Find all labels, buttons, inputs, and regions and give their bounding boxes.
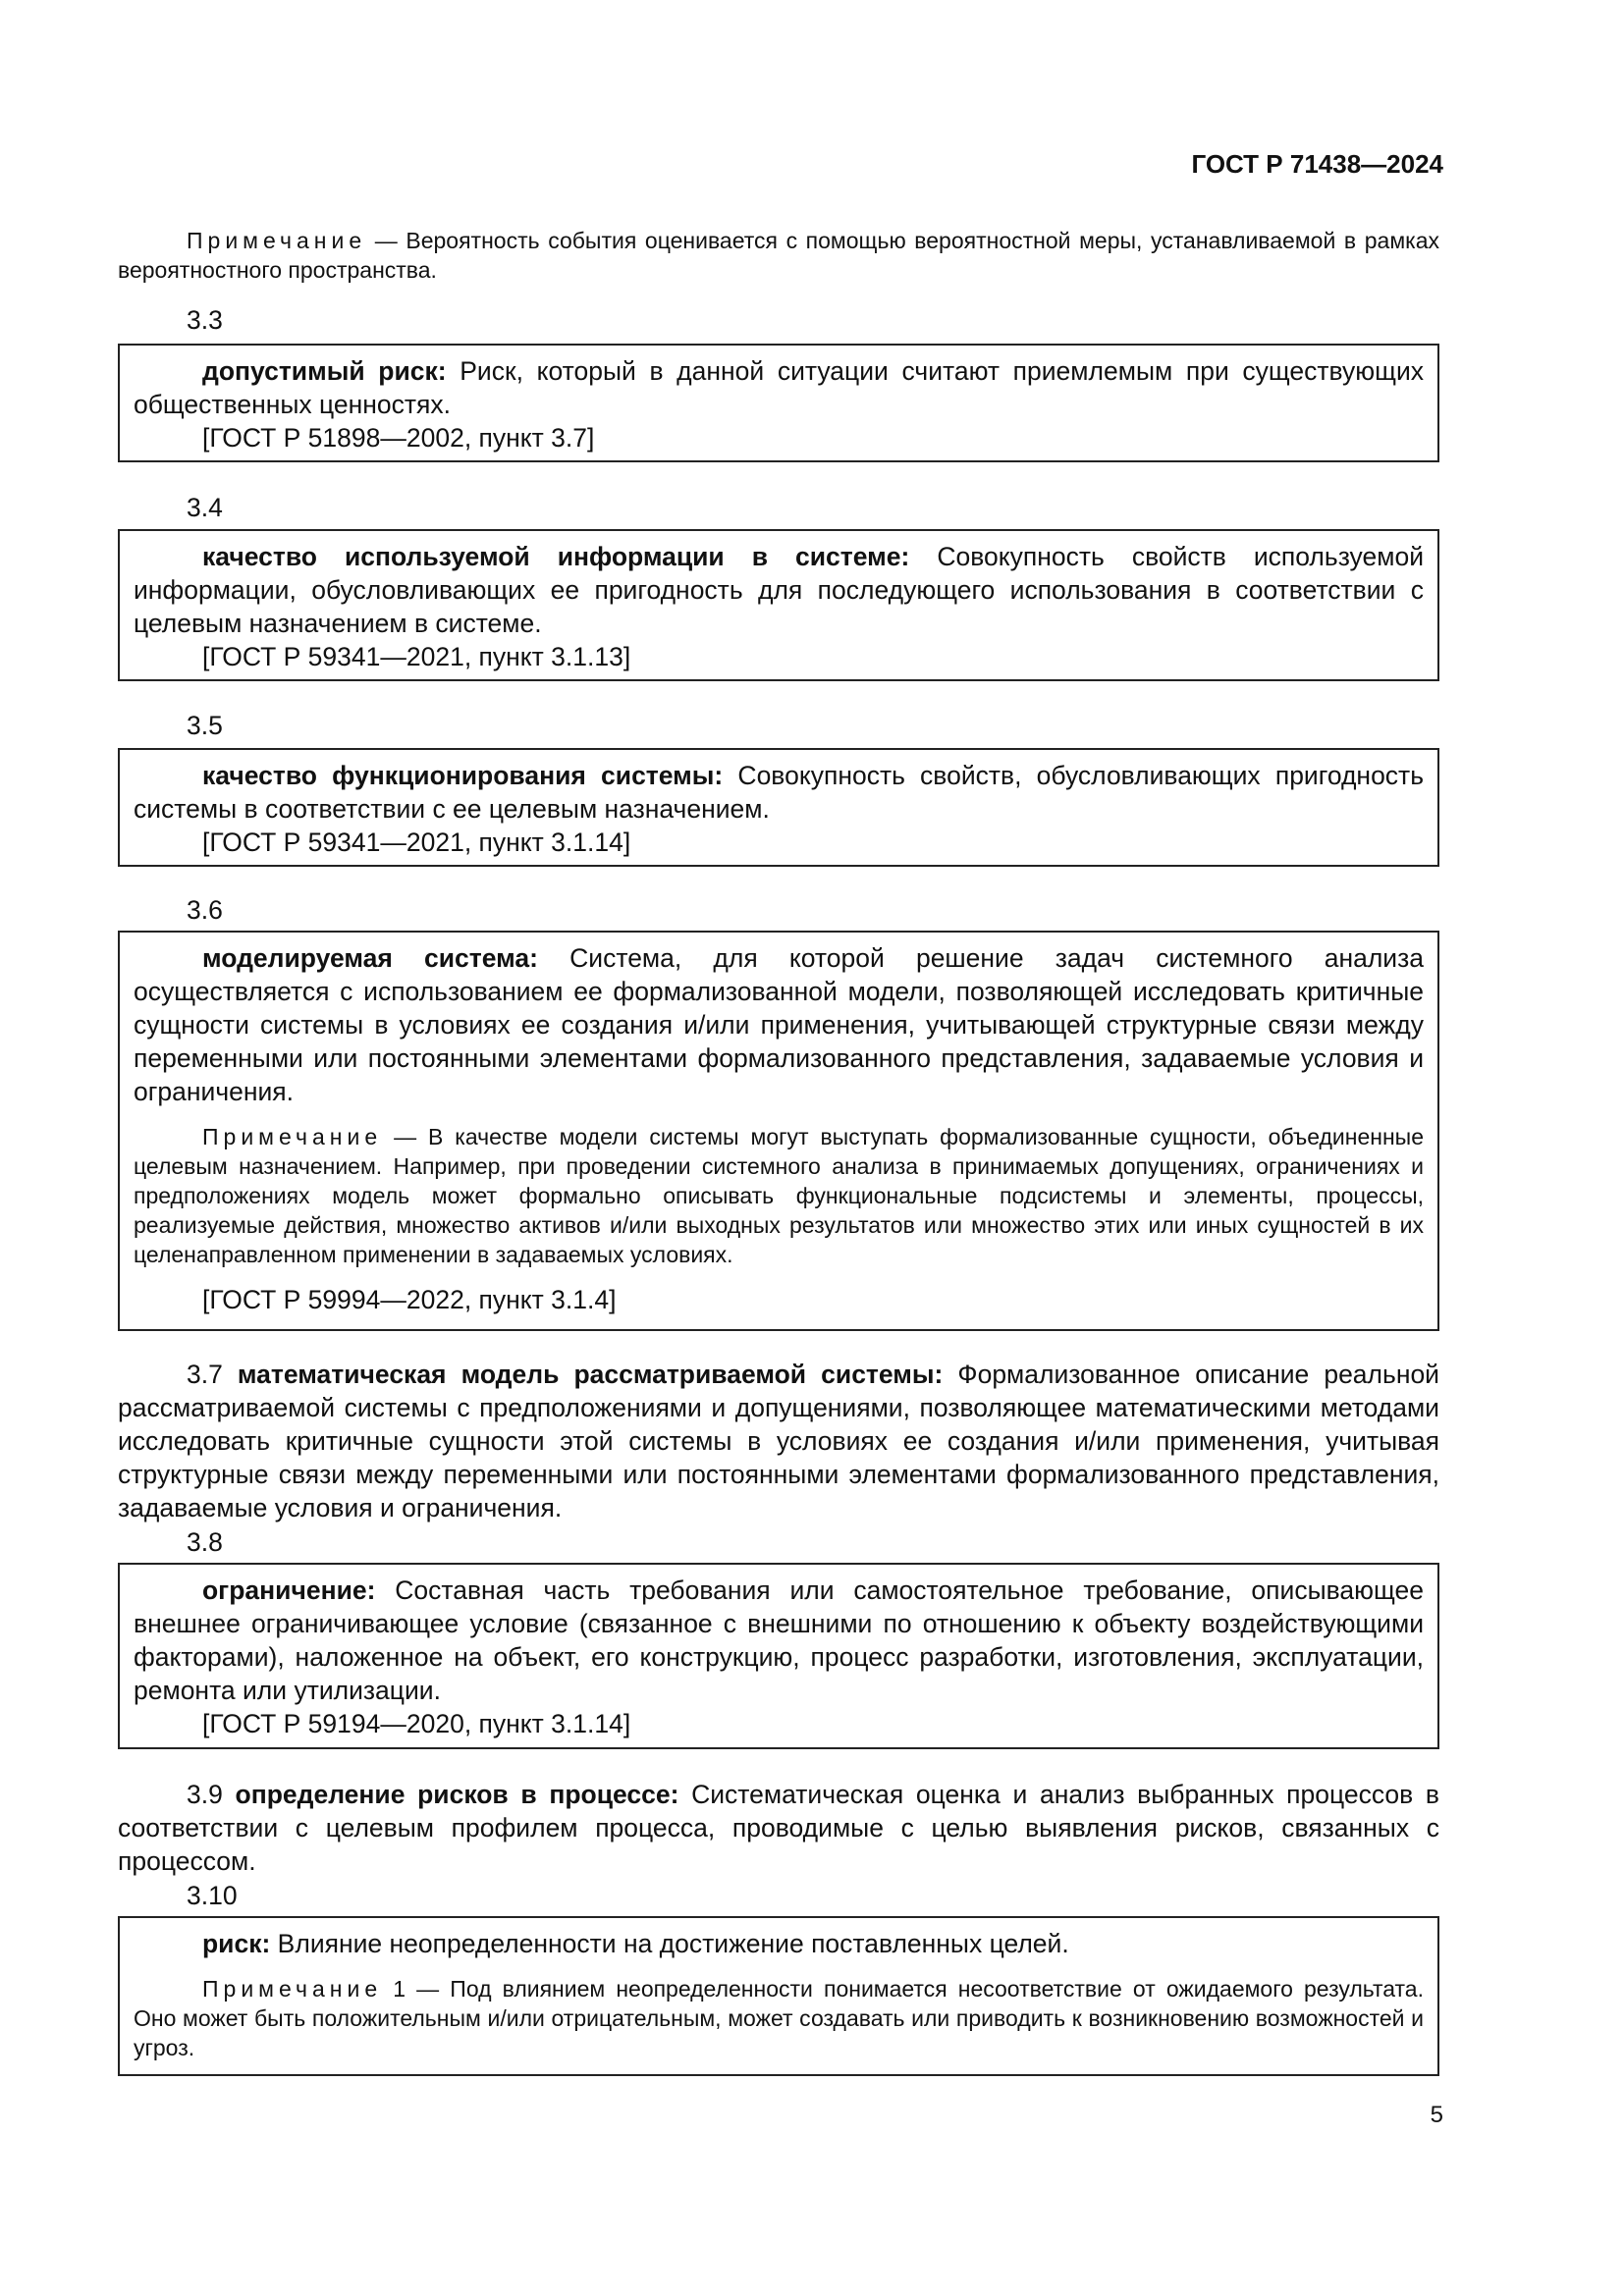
term: математическая модель рассматриваемой системы: bbox=[237, 1360, 944, 1389]
note-label: Примечание bbox=[202, 1124, 383, 1149]
term: ограничение: bbox=[202, 1575, 376, 1605]
definition: Совокупность свойств, обусловливающих пригодность системы в соответствии с ее целевым назначением. bbox=[134, 761, 1424, 824]
reference: [ГОСТ Р 59341—2021, пункт 3.1.14] bbox=[202, 828, 631, 857]
entry-number: 3.6 bbox=[187, 895, 223, 925]
reference: [ГОСТ Р 59994—2022, пункт 3.1.4] bbox=[202, 1285, 617, 1314]
definition: Составная часть требования или самостоятельное требование, описывающее внешнее ограничивающее условие (связанное с внешними по отношению к объекту воздействующими факторами), наложенное на объект, его конструкцию, процесс разработки, изготовления, эксплуатации, ремонта или утилизации. bbox=[134, 1575, 1424, 1705]
document-header: ГОСТ Р 71438—2024 bbox=[1191, 149, 1443, 179]
note-text: — В качестве модели системы могут выступать формализованные сущности, объединенные целевым назначением. Например, при проведении системного анализа в принимаемых допущениях, ограничениях и предположениях модель может формально описывать функциональные подсистемы и элементы, процессы, реализуемые действия, множество активов и/или выходных результатов или множество этих или иных сущностей в их целенаправленном применении в задаваемых условиях. bbox=[134, 1124, 1424, 1267]
definition: Влияние неопределенности на достижение поставленных целей. bbox=[270, 1929, 1069, 1958]
term: определение рисков в процессе: bbox=[235, 1780, 679, 1809]
term: качество используемой информации в системе: bbox=[202, 542, 910, 571]
entry-number: 3.9 bbox=[187, 1780, 223, 1809]
term: моделируемая система: bbox=[202, 943, 538, 973]
note-label: Примечание bbox=[187, 228, 367, 253]
definition-box-3-6 bbox=[118, 931, 1439, 1331]
term: риск: bbox=[202, 1929, 271, 1958]
intro-note bbox=[118, 226, 1439, 285]
entry-number: 3.8 bbox=[187, 1527, 223, 1557]
entry-3-9 bbox=[118, 1778, 1439, 1878]
entry-3-7 bbox=[118, 1358, 1439, 1524]
definition-box-3-4 bbox=[118, 529, 1439, 681]
definition-box-3-10 bbox=[118, 1916, 1439, 2076]
definition: Формализованное описание реальной рассматриваемой системы с предположениями и допущениями, позволяющее математическими методами исследовать критичные сущности этой системы в условиях ее создания и/или применения, учитывая структурные связи между переменными или постоянными элементами формализованного представления, задаваемые условия и ограничения. bbox=[118, 1360, 1439, 1522]
definition: Совокупность свойств используемой информации, обусловливающих ее пригодность для последующего использования в соответствии с целевым назначением в системе. bbox=[134, 542, 1424, 638]
definition: Система, для которой решение задач системного анализа осуществляется с использованием ее формализованной модели, позволяющей исследовать критичные сущности системы в условиях ее создания и/или применения, учитывающей структурные связи между переменными или постоянными элементами формализованного представления, задаваемые условия и ограничения. bbox=[134, 943, 1424, 1106]
entry-number: 3.3 bbox=[187, 305, 223, 335]
note-text: 1 — Под влиянием неопределенности понимается несоответствие от ожидаемого результата. Оно может быть положительным и/или отрицательным, может создавать или приводить к возникновению возможностей и угроз. bbox=[134, 1976, 1424, 2060]
entry-number: 3.5 bbox=[187, 711, 223, 740]
note-text: — Вероятность события оценивается с помощью вероятностной меры, устанавливаемой в рамках вероятностного пространства. bbox=[118, 228, 1439, 283]
term: допустимый риск: bbox=[202, 356, 447, 386]
definition: Риск, который в данной ситуации считают приемлемым при существующих общественных ценностях. bbox=[134, 356, 1425, 419]
entry-number: 3.4 bbox=[187, 493, 223, 522]
definition-box-3-5 bbox=[118, 748, 1439, 867]
entry-number: 3.7 bbox=[187, 1360, 223, 1389]
term: качество функционирования системы: bbox=[202, 761, 724, 790]
definition: Систематическая оценка и анализ выбранных процессов в соответствии с целевым профилем процесса, проводимые с целью выявления рисков, связанных с процессом. bbox=[118, 1780, 1439, 1876]
reference: [ГОСТ Р 59341—2021, пункт 3.1.13] bbox=[202, 642, 631, 671]
reference: [ГОСТ Р 51898—2002, пункт 3.7] bbox=[202, 423, 595, 453]
definition-box-3-8 bbox=[118, 1563, 1439, 1749]
reference: [ГОСТ Р 59194—2020, пункт 3.1.14] bbox=[202, 1709, 631, 1738]
entry-number: 3.10 bbox=[187, 1881, 238, 1910]
page-number: 5 bbox=[1430, 2102, 1443, 2128]
definition-box-3-3 bbox=[118, 344, 1439, 462]
note-label: Примечание bbox=[202, 1976, 383, 2002]
